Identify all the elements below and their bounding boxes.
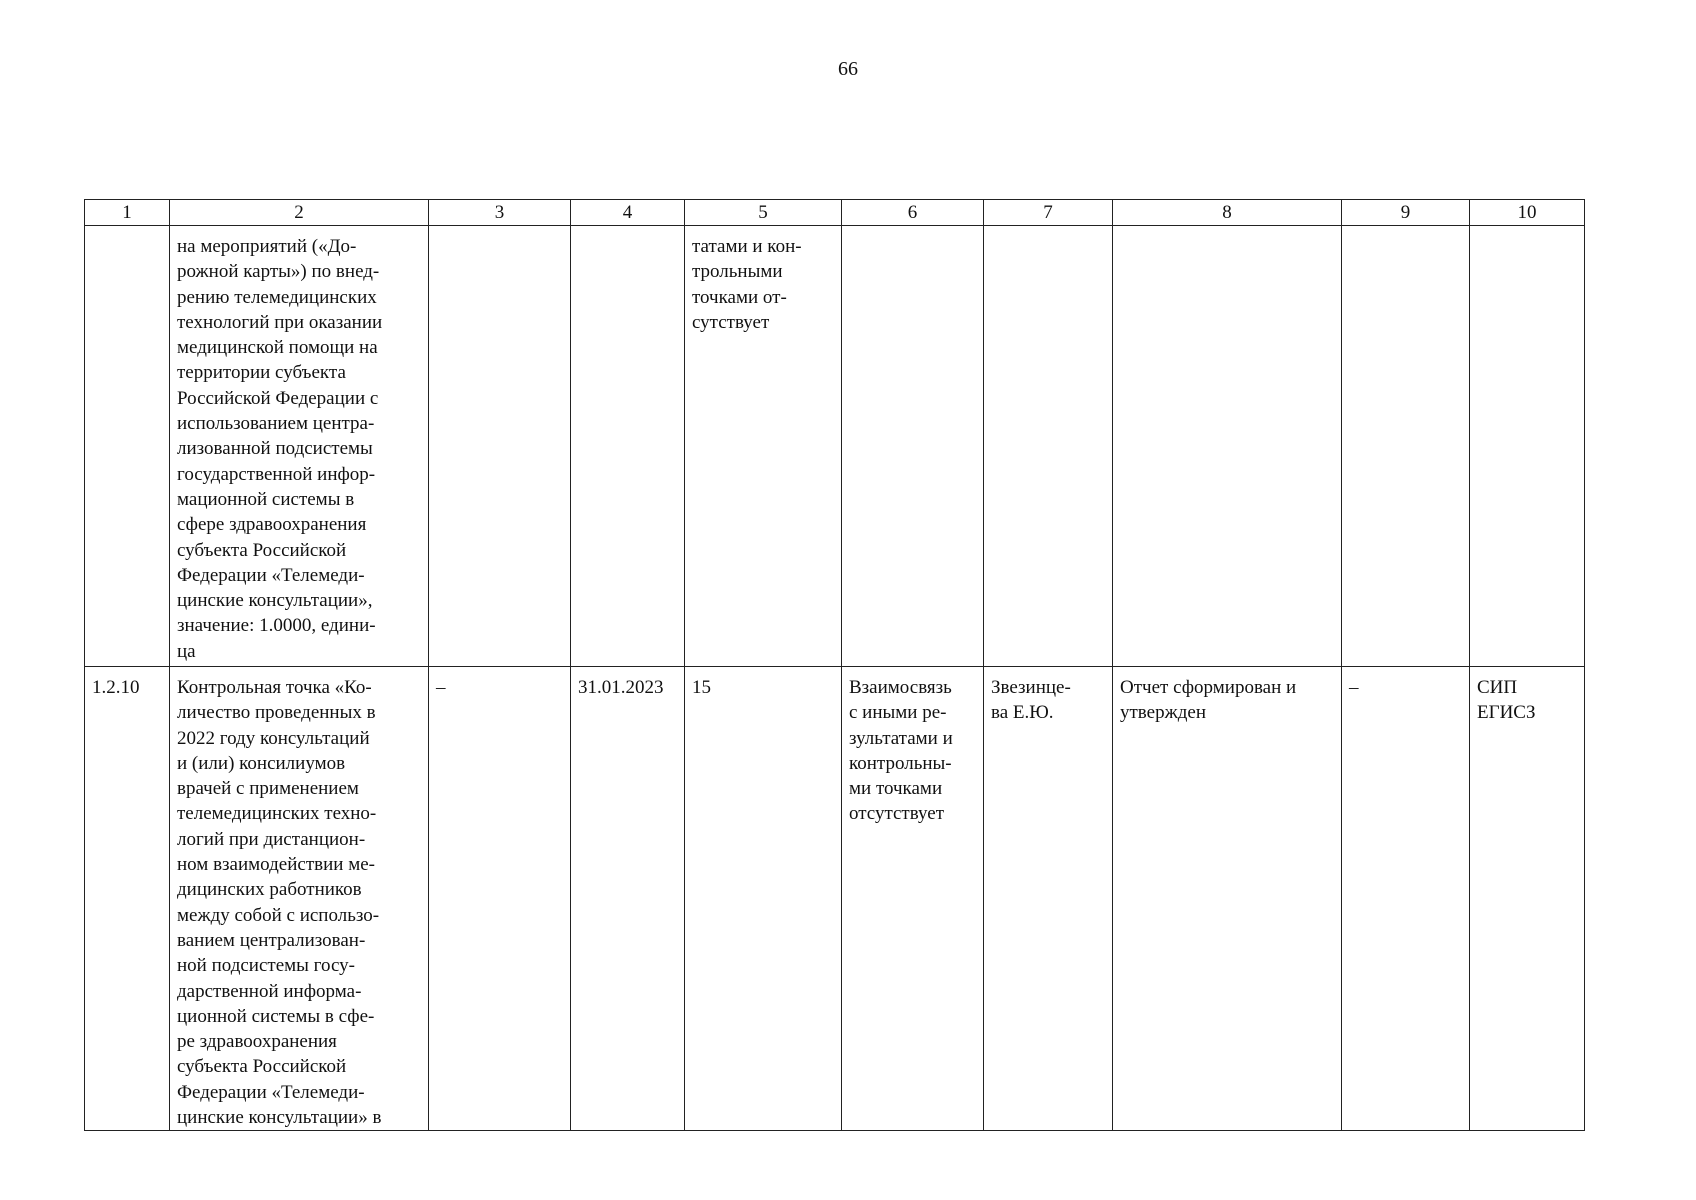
column-header-9: 9 [1342, 200, 1470, 226]
column-header-3: 3 [429, 200, 571, 226]
cell-text: татами и кон- трольными точками от- сутствует [692, 236, 802, 333]
cell-text [92, 226, 162, 234]
page-number: 66 [838, 58, 858, 80]
table-cell [842, 667, 984, 1131]
column-header-7: 7 [984, 200, 1113, 226]
table-cell [1113, 667, 1342, 1131]
cell-text: – [436, 677, 446, 698]
cell-text [849, 226, 976, 234]
table-cell [429, 226, 571, 667]
table-cell [685, 667, 842, 1131]
table-cell [1470, 226, 1585, 667]
cell-text [991, 226, 1105, 234]
plan-table [84, 199, 1585, 1131]
cell-text: Отчет сформирован и утвержден [1120, 677, 1297, 724]
table-cell [1342, 667, 1470, 1131]
column-header-8: 8 [1113, 200, 1342, 226]
column-header-6: 6 [842, 200, 984, 226]
cell-text: Звезинце- ва Е.Ю. [991, 677, 1071, 724]
table-cell [685, 226, 842, 667]
table-cell [984, 226, 1113, 667]
column-header-1: 1 [85, 200, 170, 226]
cell-text: СИП ЕГИСЗ [1477, 677, 1536, 724]
table-cell [1113, 226, 1342, 667]
table-cell [85, 667, 170, 1131]
cell-text: на мероприятий («До- рожной карты») по внед- рению телемедицинских технологий при оказании медицинской помощи на территории субъекта Российской Федерации с использованием центра- лизованной подсистемы государственной инфор- мационной системы в сфере здравоохранения субъекта Российской Федерации «Телемеди- цинские консультации», значение: 1.0000, едини- ца [177, 236, 383, 662]
cell-text [436, 226, 563, 234]
column-header-2: 2 [170, 200, 429, 226]
column-number-header-row [85, 200, 1585, 226]
table-cell [842, 226, 984, 667]
cell-text: 31.01.2023 [578, 677, 664, 698]
table-cell [85, 226, 170, 667]
table-cell [1342, 226, 1470, 667]
cell-text: – [1349, 677, 1359, 698]
cell-text: 15 [692, 677, 711, 698]
cell-text: Взаимосвязь с иными ре- зультатами и контрольны- ми точками отсутствует [849, 677, 953, 825]
table-row [85, 667, 1585, 1131]
table-cell [571, 226, 685, 667]
cell-text [1120, 226, 1334, 234]
column-header-4: 4 [571, 200, 685, 226]
cell-text [1477, 226, 1577, 234]
table-cell [429, 667, 571, 1131]
table-cell [984, 667, 1113, 1131]
table-row [85, 226, 1585, 667]
table-cell [1470, 667, 1585, 1131]
column-header-10: 10 [1470, 200, 1585, 226]
cell-text [1349, 226, 1462, 234]
table-cell [571, 667, 685, 1131]
cell-text: Контрольная точка «Ко- личество проведенных в 2022 году консультаций и (или) консилиумов врачей с применением телемедицинских техно- логий при дистанцион- ном взаимодействии ме- дицинских работников между собой с использо- ванием централизован- ной подсистемы госу- дарственной информа- ционной системы в сфе- ре здравоохранения субъекта Российской Федерации «Телемеди- цинские консультации» в [177, 677, 382, 1129]
cell-text [578, 226, 677, 234]
table-cell [170, 226, 429, 667]
table-cell [170, 667, 429, 1131]
column-header-5: 5 [685, 200, 842, 226]
cell-text: 1.2.10 [92, 677, 140, 698]
